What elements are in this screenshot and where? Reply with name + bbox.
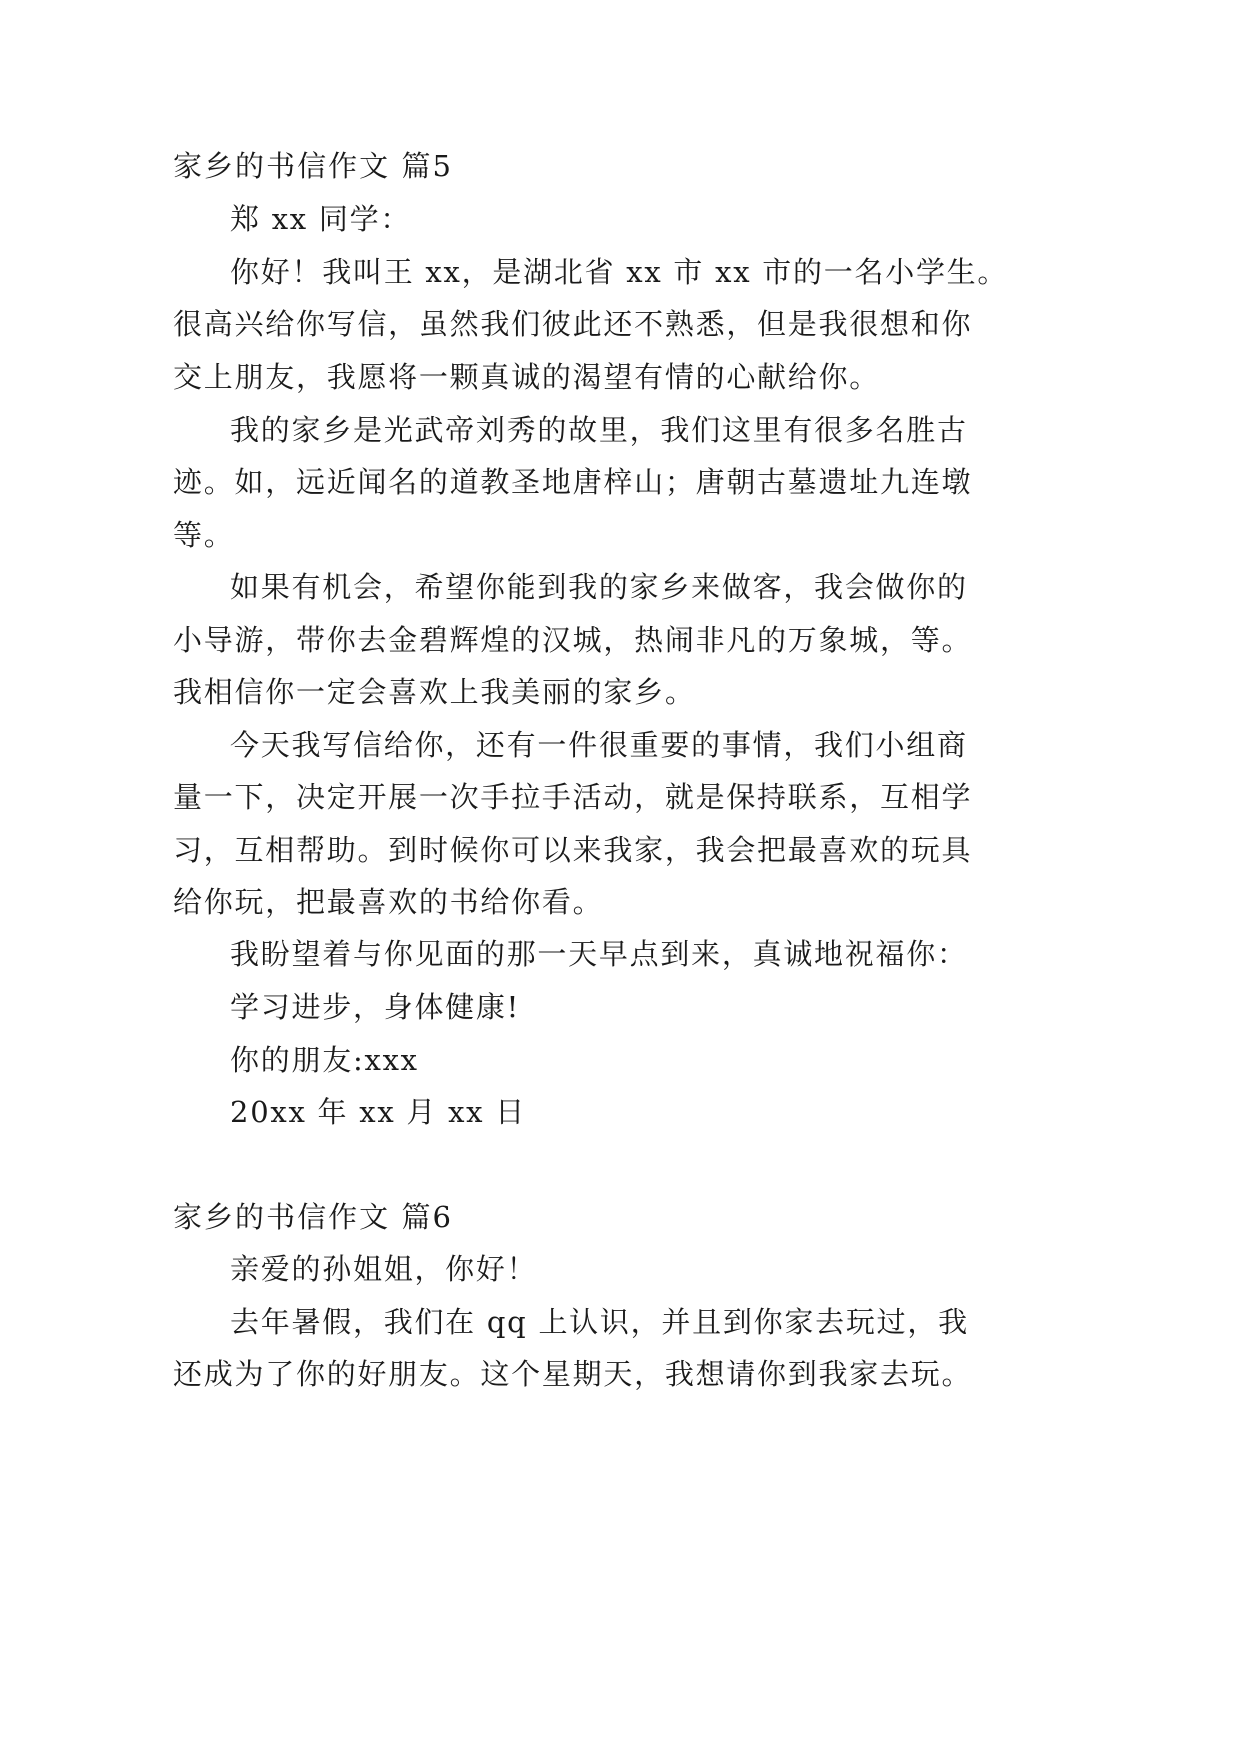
paragraph-line: 给你玩，把最喜欢的书给你看。 <box>173 885 604 919</box>
section-title: 家乡的书信作文 篇6 <box>173 1200 453 1234</box>
paragraph-line: 你好！我叫王 xx，是湖北省 xx 市 xx 市的一名小学生。 <box>230 255 1009 289</box>
paragraph-line: 小导游，带你去金碧辉煌的汉城，热闹非凡的万象城，等。 <box>173 623 973 657</box>
paragraph-line: 我盼望着与你见面的那一天早点到来，真诚地祝福你： <box>230 937 968 971</box>
salutation: 郑 xx 同学： <box>230 202 412 236</box>
paragraph-line: 习，互相帮助。到时候你可以来我家，我会把最喜欢的玩具 <box>173 833 973 867</box>
paragraph-line: 很高兴给你写信，虽然我们彼此还不熟悉，但是我很想和你 <box>173 307 973 341</box>
paragraph-line: 如果有机会，希望你能到我的家乡来做客，我会做你的 <box>230 570 968 604</box>
signature: 你的朋友:xxx <box>230 1043 419 1077</box>
paragraph-line: 迹。如，远近闻名的道教圣地唐梓山；唐朝古墓遗址九连墩 <box>173 465 973 499</box>
letter-date: 20xx 年 xx 月 xx 日 <box>230 1095 526 1129</box>
paragraph-line: 还成为了你的好朋友。这个星期天，我想请你到我家去玩。 <box>173 1357 973 1391</box>
paragraph-line: 我的家乡是光武帝刘秀的故里，我们这里有很多名胜古 <box>230 413 968 447</box>
paragraph-line: 交上朋友，我愿将一颗真诚的渴望有情的心献给你。 <box>173 360 881 394</box>
paragraph-line: 今天我写信给你，还有一件很重要的事情，我们小组商 <box>230 728 968 762</box>
paragraph-line: 去年暑假，我们在 qq 上认识，并且到你家去玩过，我 <box>230 1305 969 1339</box>
closing-wish: 学习进步，身体健康! <box>230 990 521 1024</box>
paragraph-line: 我相信你一定会喜欢上我美丽的家乡。 <box>173 675 696 709</box>
paragraph-line: 等。 <box>173 518 235 552</box>
paragraph-line: 量一下，决定开展一次手拉手活动，就是保持联系，互相学 <box>173 780 973 814</box>
salutation: 亲爱的孙姐姐，你好！ <box>230 1252 538 1286</box>
section-title: 家乡的书信作文 篇5 <box>173 149 453 183</box>
